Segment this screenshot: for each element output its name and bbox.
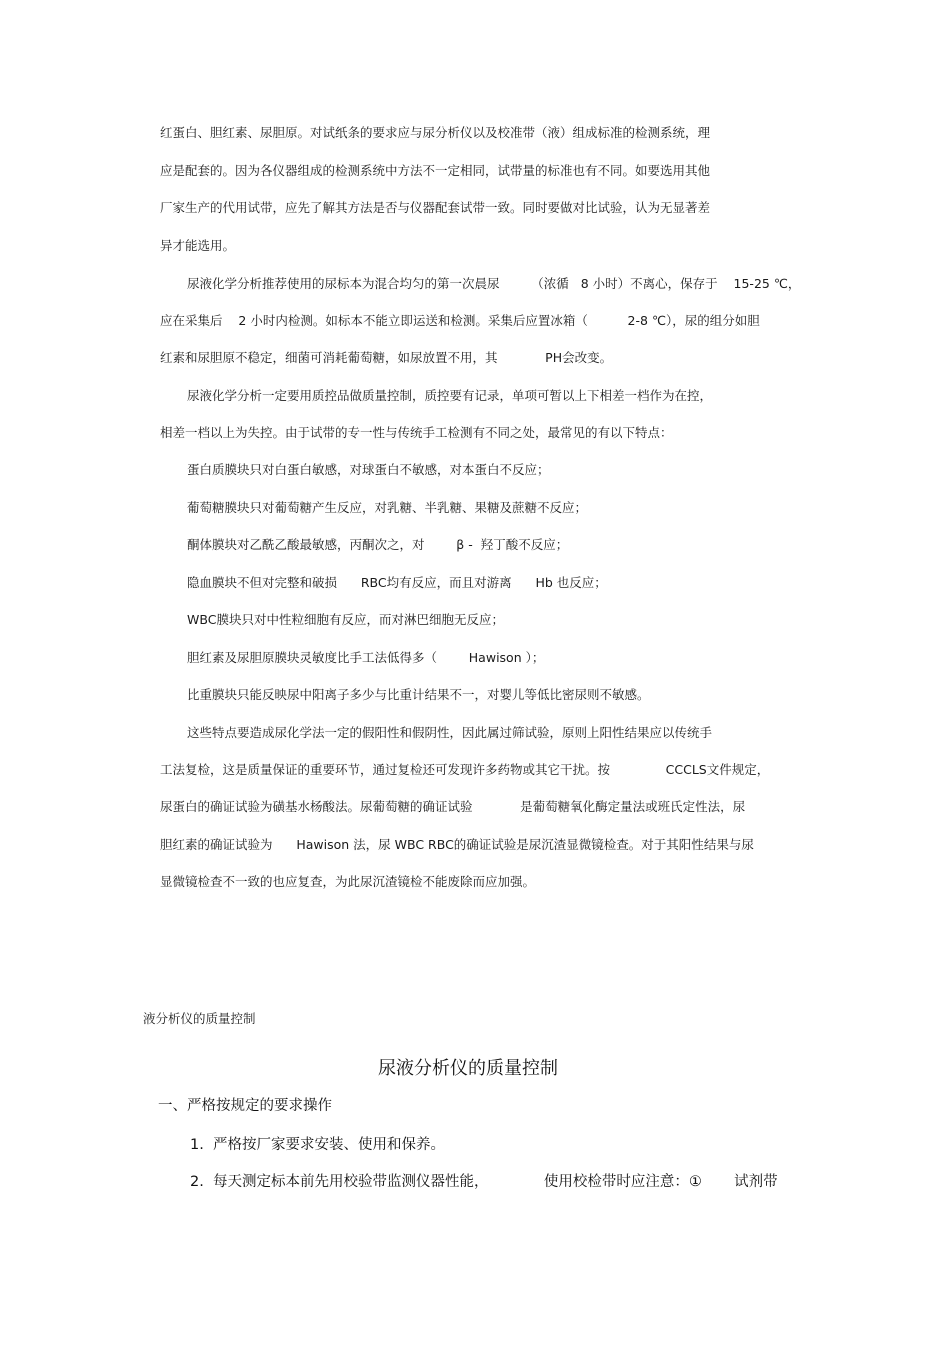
body-line-6: 应在采集后 2 小时内检测。如标本不能立即运送和检测。采集后应置冰箱（ 2-8 ℃），尿的组分如胆 (160, 313, 760, 328)
section-heading: 一、严格按规定的要求操作 (158, 1098, 332, 1114)
body-line-12: 酮体膜块对乙酰乙酸最敏感，丙酮次之，对 β - 羟丁酸不反应； (187, 537, 569, 552)
body-line-14: WBC膜块只对中性粒细胞有反应，而对淋巴细胞无反应； (187, 612, 504, 627)
body-line-19: 尿蛋白的确证试验为磺基水杨酸法。尿葡萄糖的确证试验 是葡萄糖氧化酶定量法或班氏定性法，尿 (160, 799, 746, 814)
document-title: 尿液分析仪的质量控制 (378, 1058, 558, 1079)
body-line-3: 厂家生产的代用试带，应先了解其方法是否与仪器配套试带一致。同时要做对比试验，认为无显著差 (160, 200, 711, 215)
body-line-17: 这些特点要造成尿化学法一定的假阳性和假阴性，因此属过筛试验，原则上阳性结果应以传统手 (187, 725, 713, 740)
body-line-11: 葡萄糖膜块只对葡萄糖产生反应，对乳糖、半乳糖、果糖及蔗糖不反应； (187, 500, 588, 515)
list-item-2: 2. 每天测定标本前先用校验带监测仪器性能， 使用校检带时应注意：① 试剂带 (190, 1174, 778, 1190)
body-line-1: 红蛋白、胆红素、尿胆原。对试纸条的要求应与尿分析仪以及校准带（液）组成标准的检测系统，理 (160, 125, 711, 140)
body-line-10: 蛋白质膜块只对白蛋白敏感，对球蛋白不敏感，对本蛋白不反应； (187, 462, 550, 477)
body-line-8: 尿液化学分析一定要用质控品做质量控制，质控要有记录，单项可暂以上下相差一档作为在控， (187, 388, 713, 403)
body-line-2: 应是配套的。因为各仪器组成的检测系统中方法不一定相同，试带量的标准也有不同。如要选用其他 (160, 163, 711, 178)
list-item-1: 1. 严格按厂家要求安装、使用和保养。 (190, 1137, 446, 1153)
body-line-16: 比重膜块只能反映尿中阳离子多少与比重计结果不一，对婴儿等低比密尿则不敏感。 (187, 687, 650, 702)
body-line-15: 胆红素及尿胆原膜块灵敏度比手工法低得多（ Hawison ）； (187, 650, 545, 665)
body-line-7: 红素和尿胆原不稳定，细菌可消耗葡萄糖，如尿放置不用，其 PH会改变。 (160, 350, 613, 365)
body-line-5: 尿液化学分析推荐使用的尿标本为混合均匀的第一次晨尿 （浓循 8 小时）不离心，保存于 15-25 ℃， (187, 276, 801, 291)
body-line-9: 相差一档以上为失控。由于试带的专一性与传统手工检测有不同之处，最常见的有以下特点： (160, 425, 673, 440)
body-line-21: 显微镜检查不一致的也应复查，为此尿沉渣镜检不能废除而应加强。 (160, 874, 536, 889)
body-line-4: 异才能选用。 (160, 238, 236, 253)
body-line-20: 胆红素的确证试验为 Hawison 法，尿 WBC RBC的确证试验是尿沉渣显微镜检查。对于其阳性结果与尿 (160, 837, 754, 852)
body-line-18: 工法复检，这是质量保证的重要环节，通过复检还可发现许多药物或其它干扰。按 CCCLS文件规定， (160, 762, 770, 777)
section-caption: 液分析仪的质量控制 (143, 1011, 256, 1026)
body-line-13: 隐血膜块不但对完整和破损 RBC均有反应，而且对游离 Hb 也反应； (187, 575, 607, 590)
